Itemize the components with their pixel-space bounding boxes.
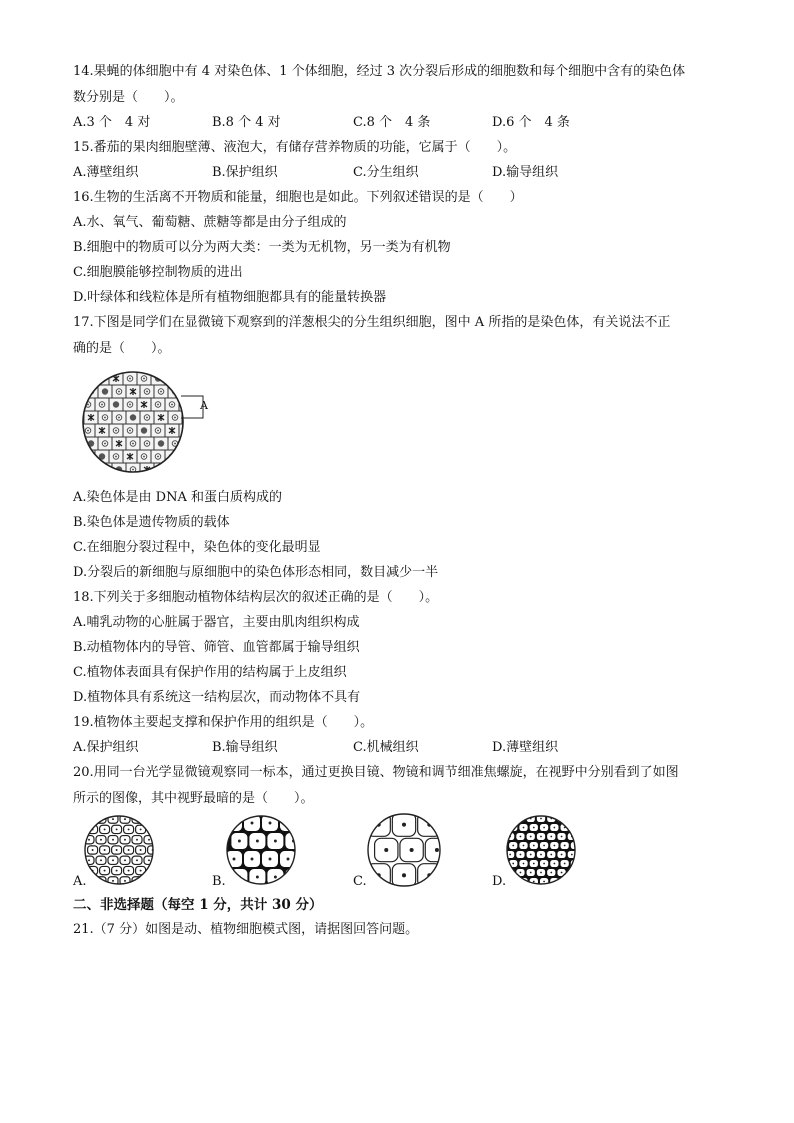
q14-option-b: B.8 个 4 对 [212, 115, 281, 130]
section-heading: 二、非选择题（每空 1 分，共计 30 分） [73, 897, 323, 913]
q20-option-a: A. [73, 874, 87, 889]
q19-option-d: D.薄壁组织 [492, 740, 559, 755]
q19-option-c: C.机械组织 [353, 740, 419, 755]
q15-stem: 15.番茄的果肉细胞壁薄、液泡大，有储存营养物质的功能，它属于（ ）。 [73, 140, 517, 155]
q17-option-a: A.染色体是由 DNA 和蛋白质构成的 [73, 490, 282, 505]
q20-stem-line1: 20.用同一台光学显微镜观察同一标本，通过更换目镜、物镜和调节细准焦螺旋，在视野中分别看到了如图 [73, 765, 679, 780]
q18-option-c: C.植物体表面具有保护作用的结构属于上皮组织 [73, 665, 347, 680]
q16-option-b: B.细胞中的物质可以分为两大类：一类为无机物，另一类为有机物 [73, 240, 451, 255]
q18-option-b: B.动植物体内的导管、筛管、血管都属于输导组织 [73, 640, 360, 655]
q17-option-c: C.在细胞分裂过程中，染色体的变化最明显 [73, 540, 321, 555]
q14-option-c: C.8 个 4 条 [353, 115, 431, 130]
q19-stem: 19.植物体主要起支撑和保护作用的组织是（ ）。 [73, 715, 374, 730]
microscope-view-b [225, 814, 297, 886]
q20-option-c: C. [353, 874, 367, 889]
q15-option-d: D.输导组织 [492, 165, 559, 180]
q18-stem: 18.下列关于多细胞动植物体结构层次的叙述正确的是（ ）。 [73, 590, 439, 605]
q17-stem-line1: 17.下图是同学们在显微镜下观察到的洋葱根尖的分生组织细胞，图中 A 所指的是染色体，有关说法不正 [73, 315, 671, 330]
q19-option-a: A.保护组织 [73, 740, 139, 755]
q15-option-b: B.保护组织 [212, 165, 278, 180]
q14-stem-line2: 数分别是（ ）。 [73, 90, 184, 105]
q15-option-c: C.分生组织 [353, 165, 419, 180]
q18-option-d: D.植物体具有系统这一结构层次，而动物体不具有 [73, 690, 361, 705]
q16-option-a: A.水、氧气、葡萄糖、蔗糖等都是由分子组成的 [73, 215, 347, 230]
q14-option-d: D.6 个 4 条 [492, 115, 570, 130]
q20-stem-line2: 所示的图像，其中视野最暗的是（ ）。 [73, 791, 314, 806]
q21-stem: 21.（7 分）如图是动、植物细胞模式图，请据图回答问题。 [73, 922, 419, 937]
q19-option-b: B.输导组织 [212, 740, 278, 755]
q14-stem-line1: 14.果蝇的体细胞中有 4 对染色体、1 个体细胞，经过 3 次分裂后形成的细胞数和每个细胞中含有的染色体 [73, 64, 686, 79]
onion-root-tip-figure [73, 370, 213, 475]
q14-option-a: A.3 个 4 对 [73, 115, 151, 130]
q17-option-b: B.染色体是遗传物质的载体 [73, 515, 230, 530]
q17-option-d: D.分裂后的新细胞与原细胞中的染色体形态相同，数目减少一半 [73, 565, 439, 580]
q18-option-a: A.哺乳动物的心脏属于器官，主要由肌肉组织构成 [73, 615, 360, 630]
q16-option-d: D.叶绿体和线粒体是所有植物细胞都具有的能量转换器 [73, 290, 387, 305]
q20-option-d: D. [492, 874, 507, 889]
microscope-view-d [505, 814, 577, 886]
microscope-view-a [83, 814, 155, 886]
q15-option-a: A.薄壁组织 [73, 165, 139, 180]
q16-stem: 16.生物的生活离不开物质和能量，细胞也是如此。下列叙述错误的是（ ） [73, 190, 523, 205]
microscope-view-c [366, 812, 442, 888]
q17-stem-line2: 确的是（ ）。 [73, 341, 171, 356]
figure-label-a: A [200, 399, 208, 412]
q16-option-c: C.细胞膜能够控制物质的进出 [73, 265, 243, 280]
q20-option-b: B. [212, 874, 226, 889]
